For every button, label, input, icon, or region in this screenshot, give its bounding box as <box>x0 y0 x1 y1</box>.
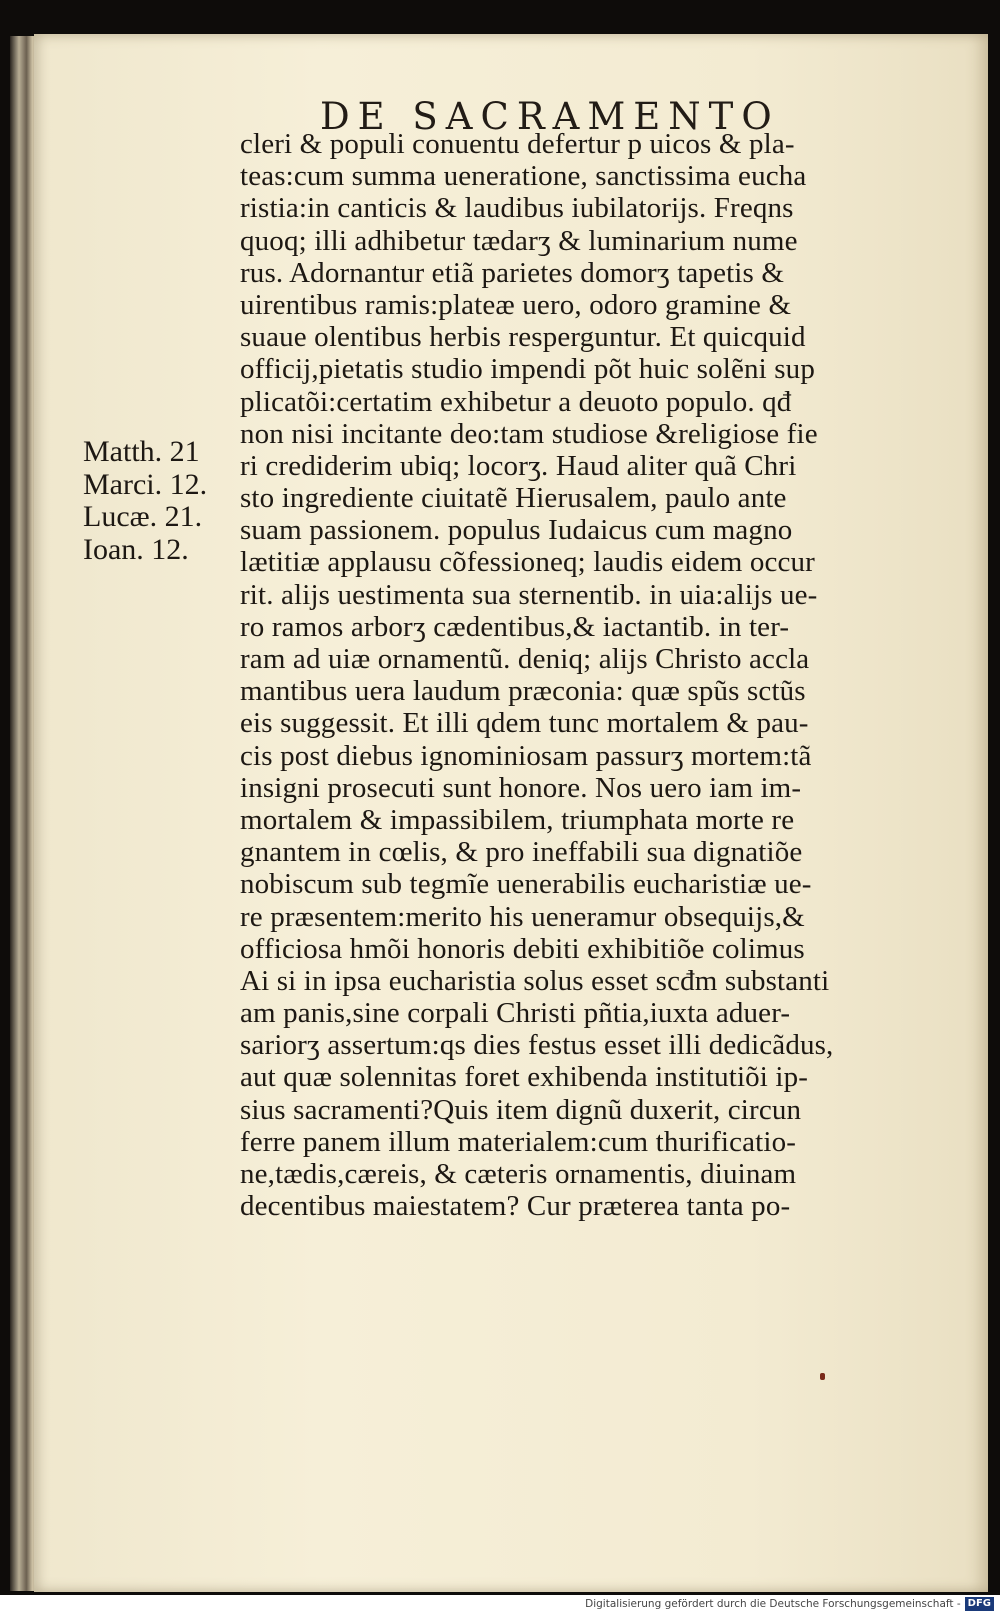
text-line: decentibus maiestatem? Cur præterea tanta po- <box>240 1190 791 1223</box>
text-line: eis suggessit. Et illi qdem tunc mortalem & pau- <box>240 707 809 740</box>
text-line: officiosa hmõi honoris debiti exhibitiõe colimus <box>240 932 805 965</box>
text-line: cleri & populi conuentu defertur p uicos & pla- <box>240 128 795 160</box>
text-line: lætitiæ applausu cõfessioneq; laudis eidem occur <box>240 546 815 579</box>
margin-note: Matth. 21 <box>83 435 200 468</box>
text-line: insigni prosecuti sunt honore. Nos uero iam im- <box>240 771 802 804</box>
text-line: ferre panem illum materialem:cum thurificatio- <box>240 1125 797 1158</box>
text-line: ri crediderim ubiq; locorʒ. Haud aliter quã Chri <box>240 449 797 482</box>
text-line: non nisi incitante deo:tam studiose &religiose fie <box>240 417 818 450</box>
text-line: mantibus uera laudum præconia: quæ spũs sctũs <box>240 675 806 708</box>
ink-speck <box>820 1373 825 1380</box>
credit-text: Digitalisierung gefördert durch die Deutsche Forschungsgemeinschaft - <box>585 1598 961 1610</box>
text-line: ristia:in canticis & laudibus iubilatorijs. Freqns <box>240 192 794 225</box>
text-line: aut quæ solennitas foret exhibenda institutiõi ip- <box>240 1061 809 1094</box>
text-line: officij,pietatis studio impendi põt huic solẽni sup <box>240 353 815 386</box>
body-text <box>240 128 940 1222</box>
margin-note: Marci. 12. <box>83 467 208 501</box>
text-line: Ai si in ipsa eucharistia solus esset scđm substanti <box>240 964 830 997</box>
digitization-credit <box>585 1597 994 1611</box>
text-line: ram ad uiæ ornamentũ. deniq; alijs Christo accla <box>240 643 810 675</box>
text-line: mortalem & impassibilem, triumphata morte re <box>240 803 795 836</box>
text-line: rit. alijs uestimenta sua sternentib. in uia:alijs ue- <box>240 578 818 611</box>
text-line: am panis,sine corpali Christi pñtia,iuxta aduer- <box>240 997 791 1030</box>
text-line: uirentibus ramis:plateæ uero, odoro gramine & <box>240 288 792 321</box>
text-line: sariorʒ assertum:qs dies festus esset illi dedicãdus, <box>240 1029 834 1062</box>
text-line: ro ramos arborʒ cædentibus,& iactantib. in ter- <box>240 610 790 643</box>
text-line: sto ingrediente ciuitatẽ Hierusalem, paulo ante <box>240 482 787 515</box>
dfg-logo: DFG <box>965 1597 994 1611</box>
running-header: DE SACRAMENTO <box>320 95 780 138</box>
text-line: nobiscum sub tegmĩe uenerabilis eucharistiæ ue- <box>240 868 812 901</box>
margin-note: Ioan. 12. <box>83 532 189 566</box>
text-line: rus. Adornantur etiã parietes domorʒ tapetis & <box>240 256 785 289</box>
margin-notes <box>83 436 223 566</box>
text-line: cis post diebus ignominiosam passurʒ mortem:tã <box>240 739 812 772</box>
text-line: ne,tædis,cæreis, & cæteris ornamentis, diuinam <box>240 1158 797 1190</box>
text-line: quoq; illi adhibetur tædarʒ & luminarium nume <box>240 224 798 257</box>
text-line: gnantem in cœlis, & pro ineffabili sua dignatiõe <box>240 836 803 869</box>
text-line: re præsentem:merito his ueneramur obsequijs,& <box>240 900 805 933</box>
text-line: suaue olentibus herbis resperguntur. Et quicquid <box>240 321 806 354</box>
text-line: suam passionem. populus Iudaicus cum magno <box>240 514 793 547</box>
text-line: teas:cum summa ueneratione, sanctissima eucha <box>240 160 807 193</box>
margin-note: Lucæ. 21. <box>83 500 203 533</box>
text-line: sius sacramenti?Quis item dignũ duxerit, circun <box>240 1093 802 1126</box>
text-line: plicatõi:certatim exhibetur a deuoto populo. qđ <box>240 385 792 418</box>
